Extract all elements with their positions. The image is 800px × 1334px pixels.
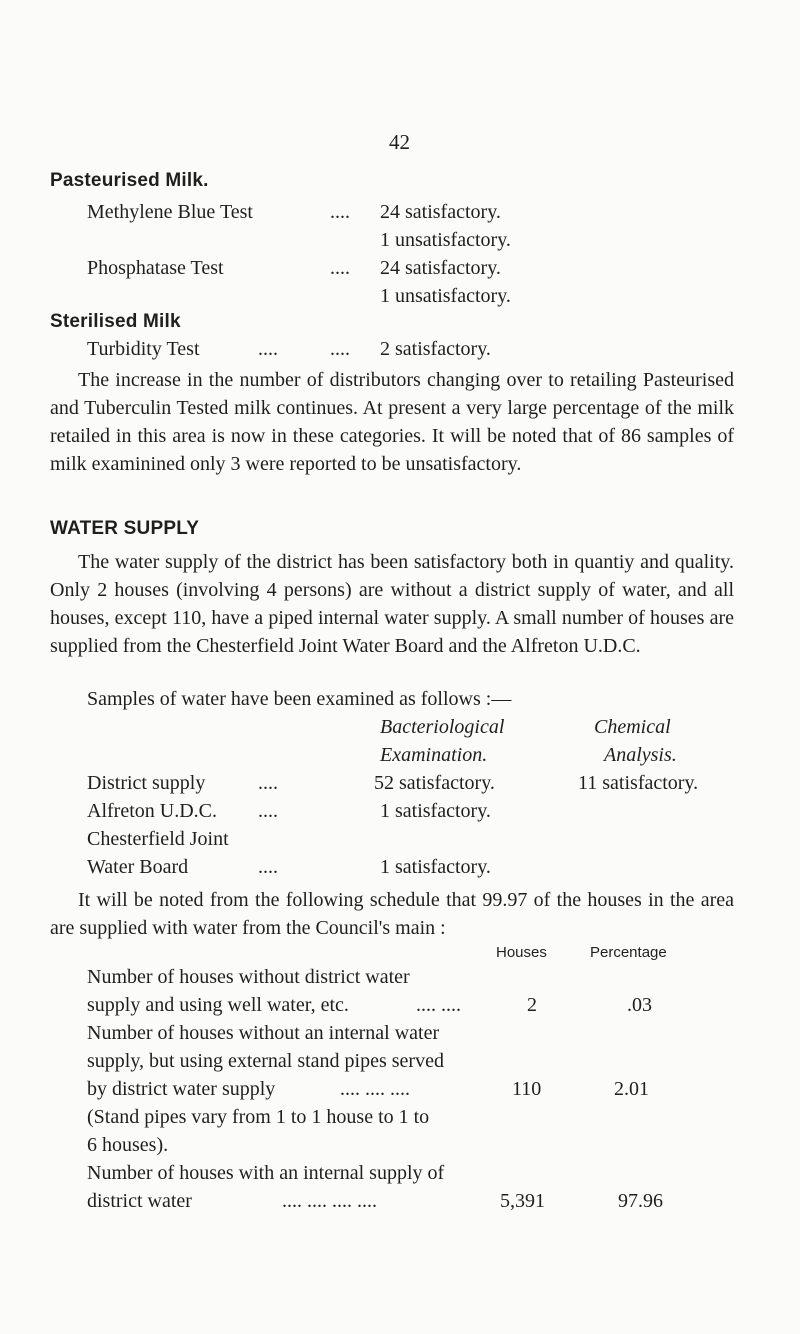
leader-dots: .... xyxy=(258,772,278,794)
column-header-percentage: Percentage xyxy=(590,944,667,961)
schedule-text: supply, but using external stand pipes served xyxy=(87,1050,444,1072)
sample-source: Alfreton U.D.C. xyxy=(87,800,217,822)
schedule-text: supply and using well water, etc. xyxy=(87,994,349,1016)
sample-source: Chesterfield Joint xyxy=(87,828,229,850)
test-result: 2 satisfactory. xyxy=(380,338,491,360)
test-name: Phosphatase Test xyxy=(87,257,224,279)
leader-dots: .... xyxy=(258,856,278,878)
bacteriological-result: 52 satisfactory. xyxy=(374,772,495,794)
bacteriological-result: 1 satisfactory. xyxy=(380,800,491,822)
test-result: 24 satisfactory. xyxy=(380,201,501,223)
test-result: 1 unsatisfactory. xyxy=(380,285,511,307)
sample-source: District supply xyxy=(87,772,206,794)
paragraph-water-supply: The water supply of the district has been satisfactory both in quantiy and quality. Only 2 houses (involving 4 persons) are without a district supply of water, and all houses, except 110, have a piped internal water supply. A small number of houses are supplied from the Chesterfield Joint Water Board and the Alfreton U.D.C. xyxy=(50,551,734,657)
leader-dots: .... xyxy=(258,800,278,822)
houses-value: 110 xyxy=(512,1078,542,1100)
leader-dots: .... xyxy=(330,257,350,279)
schedule-note: (Stand pipes vary from 1 to 1 house to 1 to xyxy=(87,1106,430,1128)
leader-dots: .... .... .... .... xyxy=(282,1190,377,1212)
percentage-value: .03 xyxy=(627,994,652,1016)
column-header: Bacteriological xyxy=(380,716,505,738)
bacteriological-result: 1 satisfactory. xyxy=(380,856,491,878)
leader-dots: .... .... xyxy=(416,994,461,1016)
leader-dots: .... xyxy=(258,338,278,360)
column-header: Examination. xyxy=(380,744,488,766)
percentage-value: 97.96 xyxy=(618,1190,663,1212)
schedule-text: by district water supply xyxy=(87,1078,276,1100)
houses-value: 5,391 xyxy=(500,1190,545,1212)
schedule-text: Number of houses with an internal supply of xyxy=(87,1162,445,1184)
column-header: Chemical xyxy=(594,716,671,738)
leader-dots: .... xyxy=(330,201,350,223)
schedule-text: Number of houses without an internal water xyxy=(87,1022,440,1044)
test-name: Turbidity Test xyxy=(87,338,200,360)
column-header: Analysis. xyxy=(604,744,677,766)
leader-dots: .... xyxy=(330,338,350,360)
test-name: Methylene Blue Test xyxy=(87,201,253,223)
column-header-houses: Houses xyxy=(496,944,547,961)
test-result: 1 unsatisfactory. xyxy=(380,229,511,251)
page-number: 42 xyxy=(389,130,410,154)
chemical-result: 11 satisfactory. xyxy=(578,772,699,794)
schedule-text: district water xyxy=(87,1190,192,1212)
sample-source: Water Board xyxy=(87,856,189,878)
leader-dots: .... .... .... xyxy=(340,1078,410,1100)
sterilised-heading: Sterilised Milk xyxy=(50,311,181,332)
samples-intro: Samples of water have been examined as follows :— xyxy=(87,688,512,710)
water-supply-heading: WATER SUPPLY xyxy=(50,518,200,539)
percentage-value: 2.01 xyxy=(614,1078,649,1100)
test-result: 24 satisfactory. xyxy=(380,257,501,279)
schedule-note: 6 houses). xyxy=(87,1134,169,1156)
houses-value: 2 xyxy=(527,994,537,1016)
schedule-text: Number of houses without district water xyxy=(87,966,410,988)
pasteurised-heading: Pasteurised Milk. xyxy=(50,170,209,191)
paragraph-distributors: The increase in the number of distributors changing over to retailing Pasteurised and Tuberculin Tested milk continues. At present a very large percentage of the milk retailed in this area is now in these categories. It will be noted that of 86 samples of milk examinined only 3 were reported to be unsatisfactory. xyxy=(50,369,734,475)
schedule-intro: It will be noted from the following schedule that 99.97 of the houses in the area are supplied with water from the Council's main : xyxy=(50,889,734,939)
